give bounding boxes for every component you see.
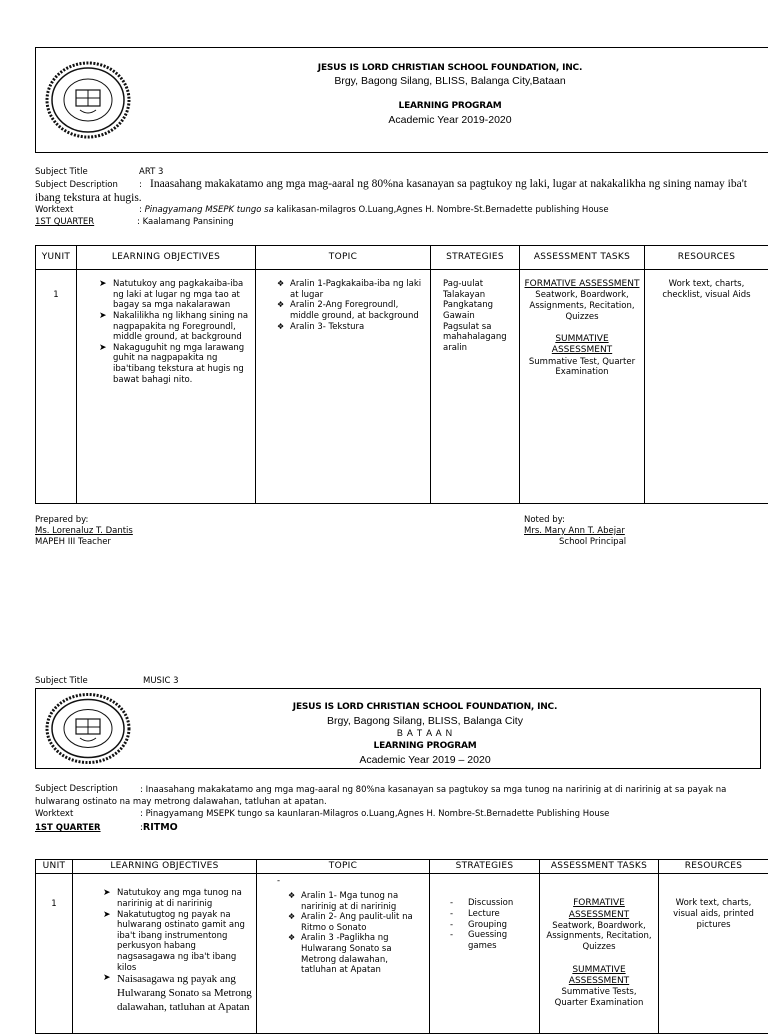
- worktext-colon: :: [139, 205, 142, 215]
- topic-item: ❖ Aralin 1- Mga tunog na naririnig at di naririnig: [287, 891, 425, 912]
- org-address: Brgy, Bagong Silang, BLISS, Balanga City,Bataan: [300, 75, 600, 87]
- org-address-2: Brgy, Bagong Silang, BLISS, Balanga City: [275, 715, 575, 727]
- objective-item: ➤ Natutukoy ang mga tunog na naririnig at di naririnig: [103, 888, 252, 909]
- resources-cell: Work text, charts, checklist, visual Aids: [645, 270, 768, 504]
- strategy-item: Pagsulat sa: [443, 322, 515, 333]
- worktext-label-2: Worktext: [35, 809, 73, 820]
- topic-item: ❖ Aralin 3- Tekstura: [276, 322, 426, 333]
- subject-desc-label: Subject Description: [35, 180, 118, 191]
- subject-title-label-2: Subject Title: [35, 676, 88, 687]
- objectives-cell: [77, 270, 256, 504]
- unit-cell: 1: [36, 270, 77, 504]
- province: B A T A A N: [275, 728, 575, 738]
- topic-item: ❖ Aralin 1-Pagkakaiba-iba ng laki at lugar: [276, 279, 426, 300]
- objective-item: ➤ Natutukoy ang pagkakaiba-iba ng laki at lugar ng mga tao at bagay sa mga nakalarawan: [99, 279, 251, 311]
- objective-item: ➤ Nakaguguhit ng mga larawang guhit na nagpapakita ng iba'tibang tekstura at hugis ng bawat bahagi nito.: [99, 343, 251, 386]
- noted-by-label: Noted by:: [524, 515, 565, 526]
- subject-desc-colon: :: [139, 180, 142, 191]
- assessment-cell-2: [540, 874, 659, 1034]
- subject-title-label: Subject Title: [35, 167, 88, 178]
- topic-dash: -: [277, 876, 425, 887]
- quarter-label: 1ST QUARTER: [35, 217, 94, 228]
- strategies-cell: [431, 270, 520, 504]
- strategy-item: mahahalagang: [443, 332, 515, 343]
- subject-title-value: ART 3: [139, 167, 163, 178]
- topic-item: ❖ Aralin 2-Ang Foregroundl, middle ground, at background: [276, 300, 426, 321]
- formative-title-2: FORMATIVE ASSESSMENT: [544, 898, 654, 921]
- col-header-resources-2: RESOURCES: [659, 860, 768, 874]
- summative-title: SUMMATIVE ASSESSMENT: [524, 334, 640, 357]
- quarter-value-2: [140, 822, 178, 834]
- topic-item: ❖ Aralin 2- Ang paulit-ulit na Ritmo o Sonato: [287, 912, 425, 933]
- quarter-value-2-text: RITMO: [143, 822, 178, 833]
- school-seal-logo: [44, 60, 132, 140]
- noted-by-name: Mrs. Mary Ann T. Abejar: [524, 526, 625, 537]
- worktext-label: Worktext: [35, 205, 73, 216]
- col-header-objectives-2: LEARNING OBJECTIVES: [73, 860, 257, 874]
- program-title-2: LEARNING PROGRAM: [275, 741, 575, 751]
- learning-program-table-1: [35, 245, 768, 504]
- topic-item: ❖ Aralin 3 -Paglikha ng Hulwarang Sonato sa Metrong dalawahan, tatluhan at Apatan: [287, 933, 425, 976]
- org-name: JESUS IS LORD CHRISTIAN SCHOOL FOUNDATION, INC.: [300, 63, 600, 73]
- prepared-by-role: MAPEH III Teacher: [35, 537, 111, 548]
- subject-desc-text: Inaasahang makakatamo ang mga mag-aaral ng 80%na kasanayan sa pagtukoy ng laki, lugar at nakakalikha ng sining namay iba't ibang tekstura at hugis.: [35, 178, 747, 204]
- col-header-assessment: ASSESSMENT TASKS: [520, 246, 645, 270]
- col-header-objectives: LEARNING OBJECTIVES: [77, 246, 256, 270]
- worktext-rest: kalikasan-milagros O.Luang,Agnes H. Nombre-St.Bernadette publishing House: [277, 205, 609, 215]
- strategy-item: - Lecture: [448, 909, 535, 920]
- assessment-cell: [520, 270, 645, 504]
- formative-text: Seatwork, Boardwork, Assignments, Recitation, Quizzes: [524, 290, 640, 322]
- org-name-2: JESUS IS LORD CHRISTIAN SCHOOL FOUNDATION, INC.: [275, 702, 575, 712]
- strategy-item: - Discussion: [448, 898, 535, 909]
- strategy-item: aralin: [443, 343, 515, 354]
- strategy-item: Talakayan: [443, 290, 515, 301]
- summative-text-2: Summative Tests, Quarter Examination: [544, 987, 654, 1008]
- objective-item: ➤ Nakatutugtog ng payak na hulwarang ostinato gamit ang iba't ibang instrumentong perkusyon habang nagsasagawa ng iba't ibang kilos: [103, 910, 252, 974]
- strategies-cell-2: [430, 874, 540, 1034]
- col-header-strategies-2: STRATEGIES: [430, 860, 540, 874]
- col-header-assessment-2: ASSESSMENT TASKS: [540, 860, 659, 874]
- formative-text-2: Seatwork, Boardwork, Assignments, Recitation, Quizzes: [544, 921, 654, 953]
- subject-title-value-2: MUSIC 3: [143, 676, 179, 687]
- prepared-by-name: Ms. Lorenaluz T. Dantis: [35, 526, 133, 537]
- col-header-resources: RESOURCES: [645, 246, 768, 270]
- objective-text: Naisasagawa ng payak ang Hulwarang Sonato sa Metrong dalawahan, tatluhan at Apatan: [117, 973, 252, 1013]
- col-header-unit-2: UNIT: [36, 860, 73, 874]
- prepared-by-label: Prepared by:: [35, 515, 88, 526]
- subject-desc-value: [35, 178, 765, 206]
- worktext-value: [139, 205, 609, 216]
- subject-desc-text-2: : Inaasahang makakatamo ang mga mag-aaral ng 80%na kasanayan sa pagtukoy sa mga tunog na naririnig at di naririnig at sa payak na hulwarang ostinato na may metrong dalawahan, tatluhan at apatan.: [35, 785, 726, 807]
- quarter-label-2: 1ST QUARTER: [35, 823, 101, 834]
- learning-program-table-2: [35, 859, 768, 1034]
- quarter-colon-2: :: [140, 823, 143, 833]
- noted-by-role: School Principal: [559, 537, 626, 548]
- formative-title: FORMATIVE ASSESSMENT: [524, 279, 640, 290]
- quarter-value: : Kaalamang Pansining: [137, 217, 234, 228]
- table-row: [36, 270, 768, 504]
- academic-year: Academic Year 2019-2020: [300, 114, 600, 126]
- subject-desc-label-2: Subject Description: [35, 784, 118, 795]
- strategy-item: - Guessing games: [448, 930, 535, 951]
- topic-cell-2: [257, 874, 430, 1034]
- academic-year-2: Academic Year 2019 – 2020: [275, 754, 575, 766]
- worktext-italic: Pinagyamang MSEPK tungo sa: [145, 205, 274, 215]
- summative-text: Summative Test, Quarter Examination: [524, 357, 640, 378]
- objective-item: ➤ Nakalilikha ng likhang sining na nagpapakita ng Foregroundl, middle ground, at background: [99, 311, 251, 343]
- worktext-value-2: : Pinagyamang MSEPK tungo sa kaunlaran-Milagros o.Luang,Agnes H. Nombre-St.Bernadette Publishing House: [140, 809, 609, 820]
- strategy-item: Pag-uulat: [443, 279, 515, 290]
- topic-cell: [256, 270, 431, 504]
- school-seal-logo-2: [44, 692, 132, 765]
- col-header-strategies: STRATEGIES: [431, 246, 520, 270]
- unit-cell-2: 1: [36, 874, 73, 1034]
- strategy-item: - Grouping: [448, 920, 535, 931]
- col-header-topic: TOPIC: [256, 246, 431, 270]
- strategy-item: Gawain: [443, 311, 515, 322]
- objective-item: [103, 973, 252, 1014]
- summative-title-2: SUMMATIVE ASSESSMENT: [544, 965, 654, 988]
- subject-desc-value-2: [35, 784, 760, 809]
- table-row: [36, 874, 768, 1034]
- objectives-cell-2: [73, 874, 257, 1034]
- program-title: LEARNING PROGRAM: [300, 101, 600, 111]
- resources-cell-2: Work text, charts, visual aids, printed pictures: [659, 874, 768, 1034]
- col-header-topic-2: TOPIC: [257, 860, 430, 874]
- col-header-unit: YUNIT: [36, 246, 77, 270]
- strategy-item: Pangkatang: [443, 300, 515, 311]
